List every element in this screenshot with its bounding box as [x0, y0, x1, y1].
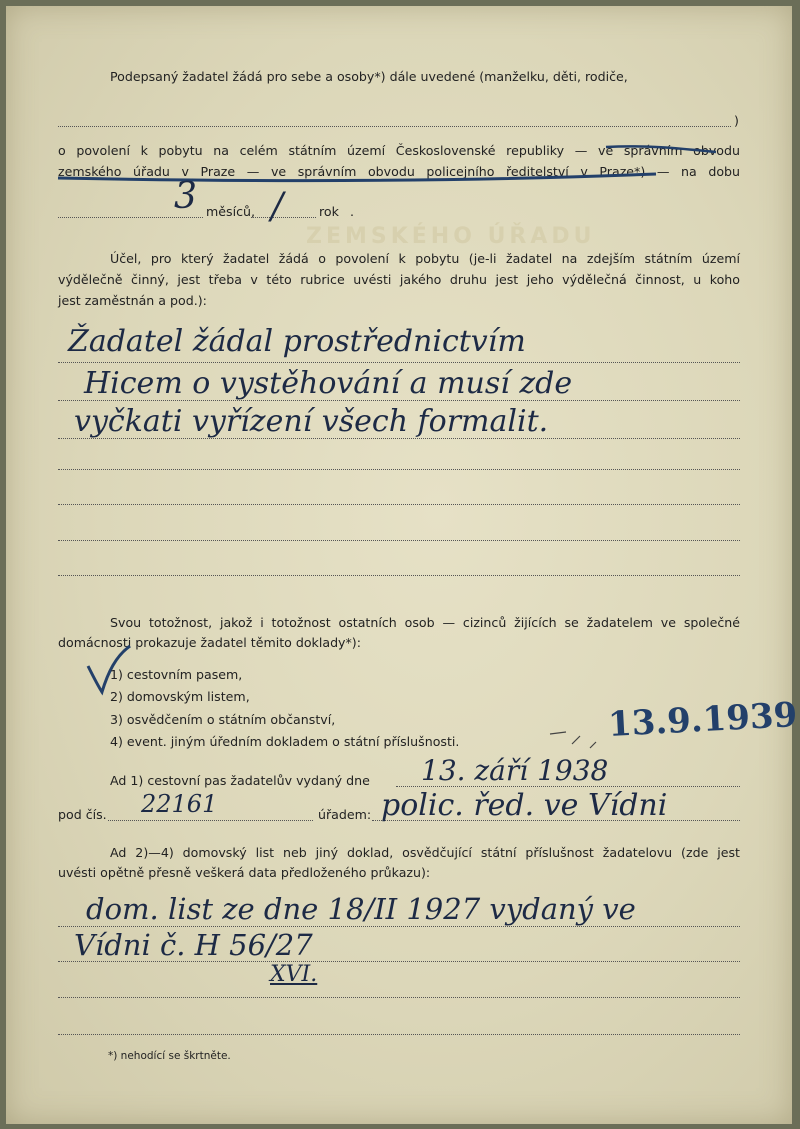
permit-line-2: zemského úřadu v Praze — ve správním obvodu policejního ředitelství v Praze*) — na dobu: [58, 164, 740, 179]
document-item-2: 2) domovským listem,: [110, 689, 250, 704]
purpose-handwritten-2: Hicem o vystěhování a musí zde: [84, 366, 573, 401]
months-handwritten: 3: [174, 176, 197, 217]
dotted-line: [58, 575, 740, 576]
ad2-line-1: Ad 2)—4) domovský list neb jiný doklad, osvědčující státní příslušnost žadatelovu (zde jest: [110, 845, 740, 860]
number-dotted: [108, 820, 313, 821]
passport-label: Ad 1) cestovní pas žadatelův vydaný dne: [110, 773, 370, 788]
purpose-handwritten-3: vyčkati vyřízení všech formalit.: [74, 404, 549, 439]
purpose-line-3: jest zaměstnán a pod.):: [58, 293, 207, 308]
months-dotted: [58, 217, 203, 218]
ad2-handwritten-2: Vídni č. H 56/27: [74, 928, 313, 962]
faint-stamp: ZEMSKÉHO ÚŘADU: [306, 224, 596, 249]
form-sheet: [6, 6, 799, 1124]
months-label: měsíců,: [206, 204, 255, 219]
purpose-handwritten-1: Žadatel žádal prostřednictvím: [68, 324, 526, 359]
date-stamp: 13.9.1939: [607, 695, 799, 745]
years-dotted: [251, 217, 316, 218]
years-period: .: [350, 204, 355, 219]
dotted-line: [58, 469, 740, 470]
purpose-line-1: Účel, pro který žadatel žádá o povolení k pobytu (je-li žadatel na zdejším státním území: [110, 251, 740, 266]
dotted-line: [58, 926, 740, 927]
permit-line-1: o povolení k pobytu na celém státním území Československé republiky — ve správním obvodu: [58, 143, 740, 158]
dotted-line: [58, 504, 740, 505]
number-handwritten: 22161: [141, 790, 218, 818]
ad2-handwritten-3: XVI.: [270, 962, 318, 987]
office-label: úřadem:: [318, 807, 372, 822]
years-label: rok: [319, 204, 339, 219]
passport-date-handwritten: 13. září 1938: [421, 754, 609, 787]
document-item-1: 1) cestovním pasem,: [110, 667, 243, 682]
ad2-handwritten-1: dom. list ze dne 18/II 1927 vydaný ve: [86, 892, 636, 926]
office-handwritten: polic. řed. ve Vídni: [381, 788, 668, 823]
strike-through-lines: [6, 6, 792, 206]
identity-line-2: domácnosti prokazuje žadatel těmito doklady*):: [58, 635, 361, 650]
number-label: pod čís.: [58, 807, 107, 822]
dotted-line: [58, 362, 740, 363]
years-handwritten: /: [271, 186, 284, 227]
ad2-line-2: uvésti opětně přesně veškerá data předloženého průkazu):: [58, 865, 431, 880]
document-item-3: 3) osvědčením o státním občanství,: [110, 712, 336, 727]
dotted-line: [58, 1034, 740, 1035]
dotted-line: [58, 997, 740, 998]
pencil-marks: [546, 714, 606, 754]
purpose-line-2: výdělečně činný, jest třeba v této rubrice uvésti jakého druhu jest jeho výdělečná činnost, u koho: [58, 272, 740, 287]
footnote: *) nehodící se škrtněte.: [108, 1050, 231, 1062]
identity-line-1: Svou totožnost, jakož i totožnost ostatních osob — cizinců žijících se žadatelem ve společné: [110, 615, 740, 630]
intro-line: Podepsaný žadatel žádá pro sebe a osoby*) dále uvedené (manželku, děti, rodiče,: [110, 69, 628, 84]
dotted-line: [58, 540, 740, 541]
document-item-4: 4) event. jiným úředním dokladem o státní příslušnosti.: [110, 734, 460, 749]
paren-close: ): [734, 113, 739, 128]
